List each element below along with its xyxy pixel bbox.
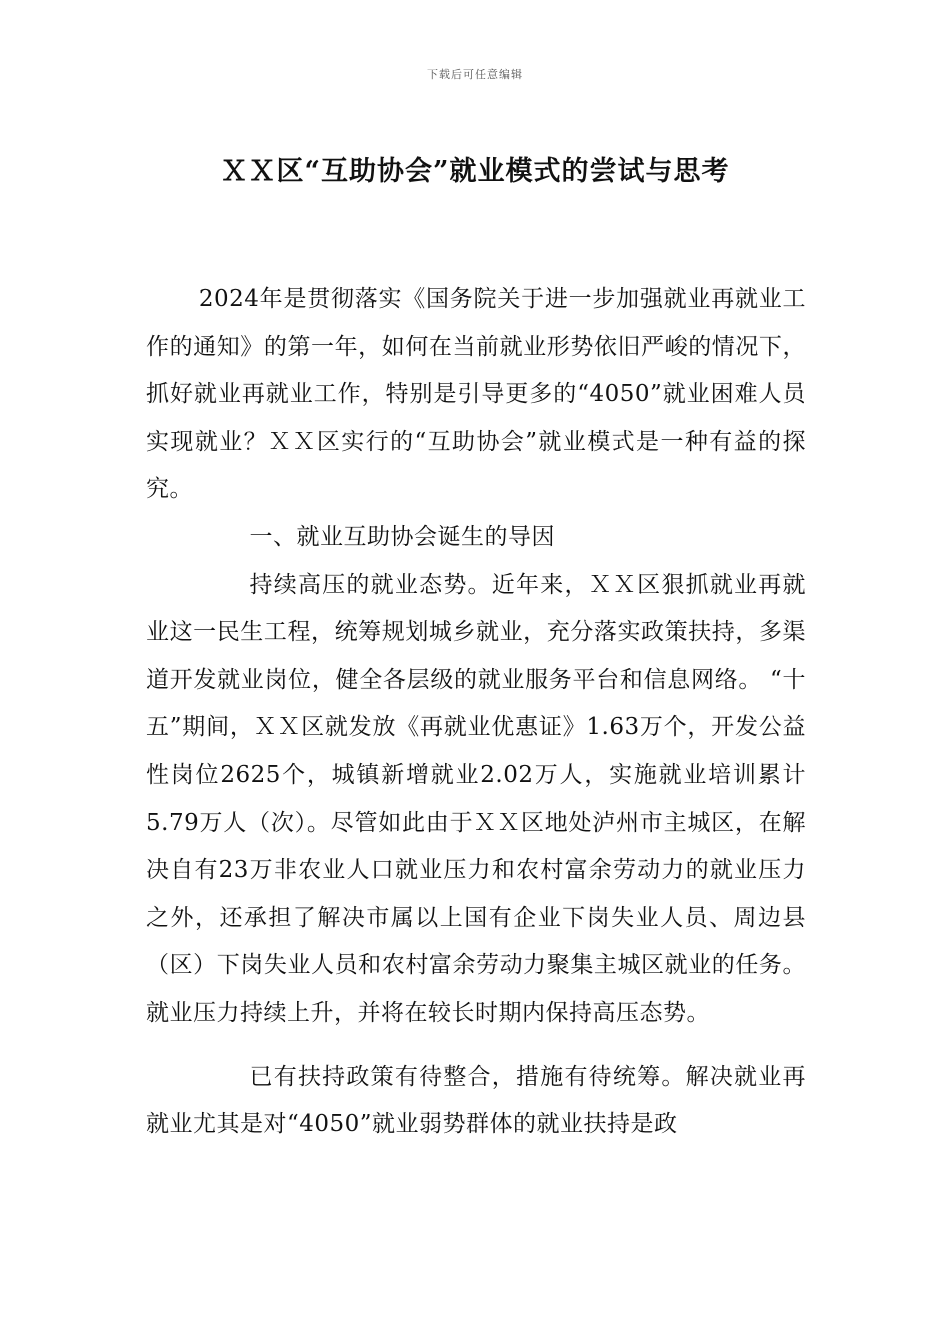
paragraph-employment-pressure: 持续高压的就业态势。近年来，ＸＸ区狠抓就业再就业这一民生工程，统筹规划城乡就业，充分落实政策扶持，多渠道开发就业岗位，健全各层级的就业服务平台和信息网络。 “十五”期间，ＸＸ区就发放《再就业优惠证》1.63万个，开发公益性岗位2625个，城镇新增就业2.02万人，实施就业培训累计5.79万人（次）。尽管如此由于ＸＸ区地处泸州市主城区，在解决自有23万非农业人口就业压力和农村富余劳动力的就业压力之外，还承担了解决市属以上国有企业下岗失业人员、周边县（区）下岗失业人员和农村富余劳动力聚集主城区就业的任务。就业压力持续上升，并将在较长时期内保持高压态势。	[146, 571, 806, 1026]
document-title: ＸＸ区“互助协会”就业模式的尝试与思考	[220, 156, 730, 187]
document-body	[146, 276, 806, 1149]
paragraph-intro: 2024年是贯彻落实《国务院关于进一步加强就业再就业工作的通知》的第一年，如何在当前就业形势依旧严峻的情况下，抓好就业再就业工作，特别是引导更多的“4050”就业困难人员实现就业？ＸＸ区实行的“互助协会”就业模式是一种有益的探究。	[146, 286, 806, 503]
page-header-note: 下载后可任意编辑	[427, 68, 523, 81]
paragraph-policy-integration: 已有扶持政策有待整合，措施有待统筹。解决就业再就业尤其是对“4050”就业弱势群体的就业扶持是政	[146, 1063, 806, 1138]
section-heading-1: 一、就业互助协会诞生的导因	[249, 523, 555, 550]
